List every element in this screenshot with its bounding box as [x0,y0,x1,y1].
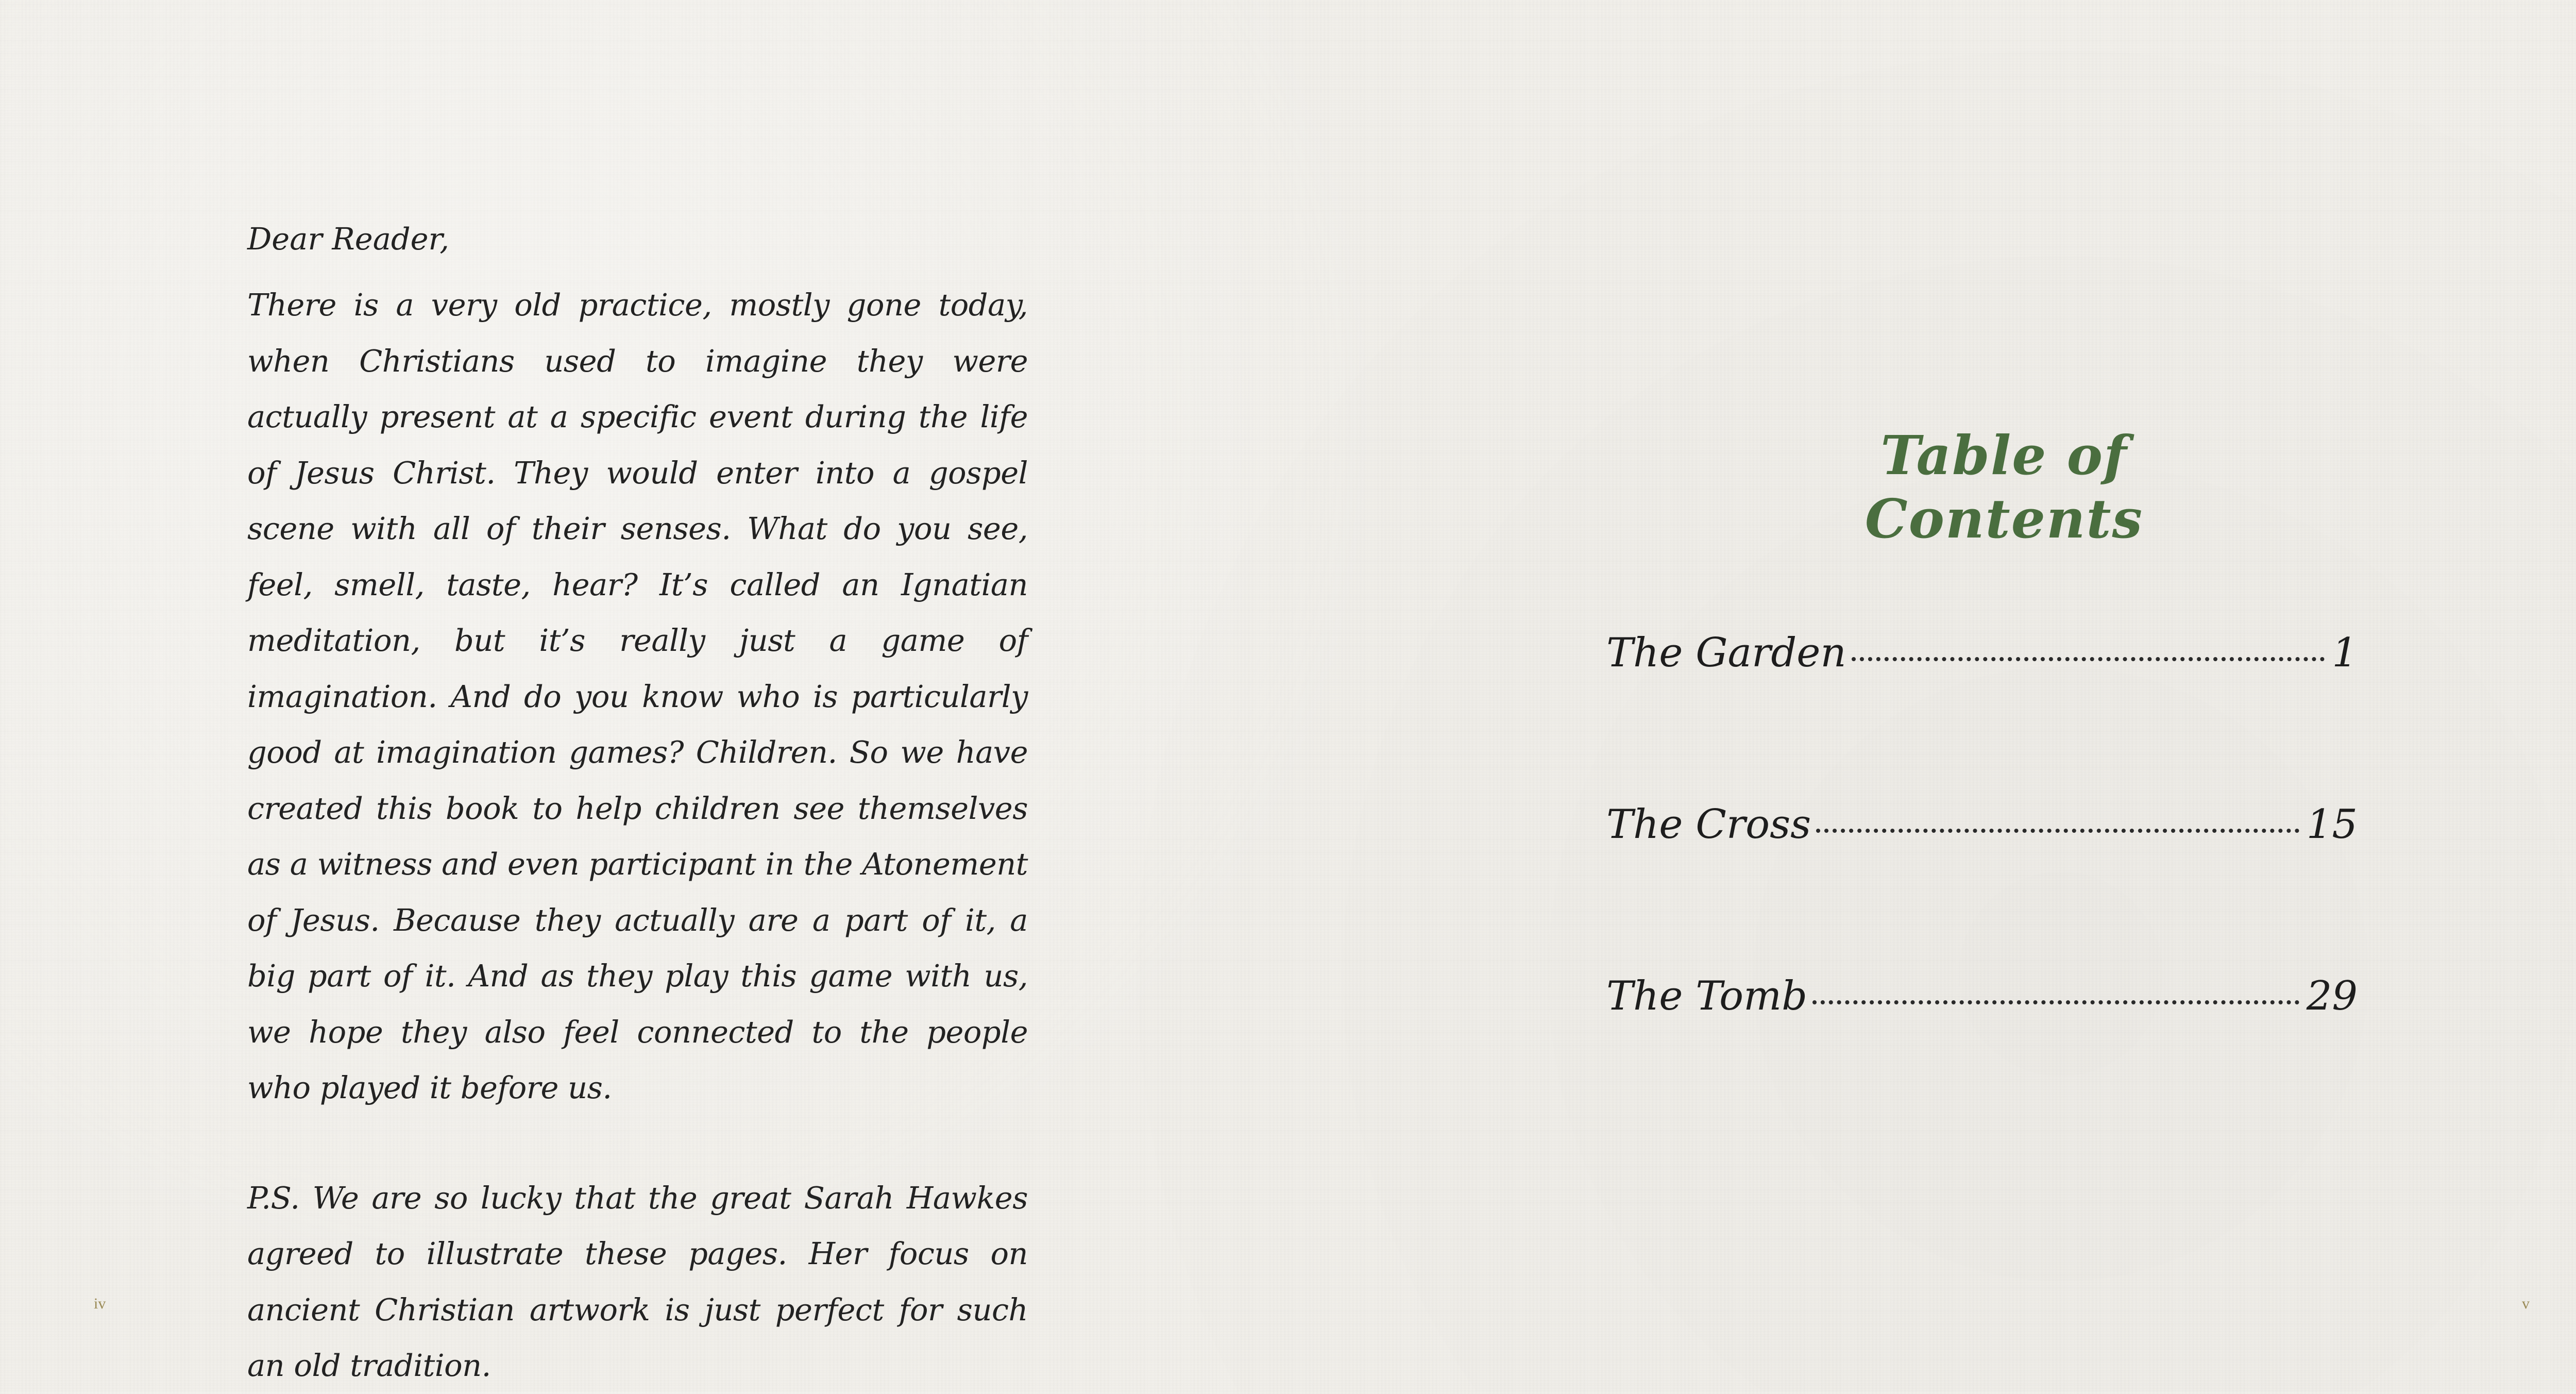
toc-dot-leader [1812,1000,2299,1004]
toc-list [1606,630,2358,1145]
toc-entry-label: The Garden [1606,630,1846,676]
page-number-left: iv [94,1295,106,1312]
toc-entry-page: 15 [2306,801,2358,848]
letter-body: There is a very old practice, mostly gone today, when Christians used to imagine they were actually present at a specific event during the life of Jesus Christ. They would enter into a gospel scene with all of their senses. What do you see, feel, smell, taste, hear? It’s called an Ignatian meditation, but it’s really just a game of imagination. And do you know who is particularly good at imagination games? Children. So we have created this book to help children see themselves as a witness and even participant in the Atonement of Jesus. Because they actually are a part of it, a big part of it. And as they play this game with us, we hope they also feel connected to the people who played it before us. [247,287,1028,1105]
toc-dot-leader [1816,829,2299,833]
letter-salutation: Dear Reader, [247,221,450,257]
letter [247,211,1028,1394]
toc-entry-label: The Cross [1606,801,1811,848]
toc-title: Table of Contents [1865,424,2144,550]
page-number-right: v [2522,1295,2530,1312]
toc-entry[interactable] [1606,973,2358,1145]
toc-entry[interactable] [1606,801,2358,973]
toc-dot-leader [1852,657,2325,661]
toc-entry[interactable] [1606,630,2358,801]
letter-postscript: P.S. We are so lucky that the great Sarah Hawkes agreed to illustrate these pages. Her focus on ancient Christian artwork is just perfect for such an old tradition. [247,1180,1028,1383]
toc-entry-label: The Tomb [1606,973,1808,1019]
toc-entry-page: 1 [2332,630,2358,676]
toc-entry-page: 29 [2306,973,2358,1019]
right-page [1314,0,2576,1391]
